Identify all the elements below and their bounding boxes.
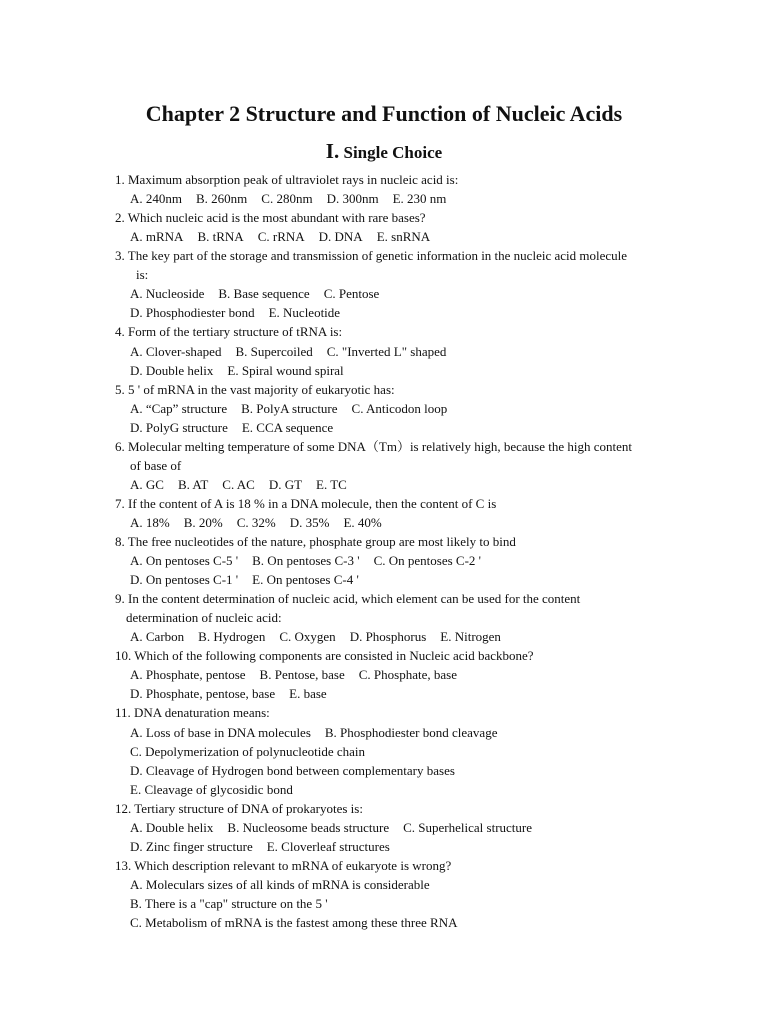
answer-option: B. AT	[177, 476, 209, 492]
answer-option: C. Oxygen	[279, 629, 336, 645]
answer-option: A. Phosphate, pentose	[130, 667, 246, 683]
choice-line: is:	[136, 267, 149, 283]
section-heading	[0, 138, 768, 166]
answer-option: A. 18%	[130, 514, 170, 530]
choice-line	[130, 343, 446, 360]
choice-line: D. Cleavage of Hydrogen bond between complementary bases	[130, 762, 455, 778]
choice-line: C. Metabolism of mRNA is the fastest among these three RNA	[130, 915, 458, 930]
answer-option: D. Double helix	[130, 362, 214, 378]
answer-option: C. AC	[222, 476, 255, 492]
choice-line	[130, 819, 532, 836]
answer-option: A. 240nm	[130, 191, 182, 207]
section-label: Single Choice	[343, 143, 443, 162]
answer-option: B. tRNA	[197, 229, 244, 245]
choice-line: determination of nucleic acid:	[126, 610, 282, 626]
choice-line: A. Moleculars sizes of all kinds of mRNA is considerable	[130, 876, 430, 892]
answer-option: D. Phosphate, pentose, base	[130, 686, 276, 702]
answer-option: A. GC	[130, 476, 164, 492]
answer-option: E. Cloverleaf structures	[266, 838, 390, 854]
choice-line	[130, 285, 379, 302]
choice-line: C. Depolymerization of polynucleotide chain	[130, 743, 366, 759]
answer-option: B. Phosphodiester bond cleavage	[324, 724, 498, 740]
question-text: 7. If the content of A is 18 % in a DNA molecule, then the content of C is	[115, 495, 497, 511]
choice-line	[130, 190, 446, 207]
answer-option: C. Superhelical structure	[403, 819, 533, 835]
question-text: 11. DNA denaturation means:	[115, 705, 270, 721]
choice-line	[130, 514, 382, 531]
question-text: 9. In the content determination of nucleic acid, which element can be used for the content	[115, 591, 581, 607]
answer-option: E. 230 nm	[392, 191, 447, 207]
answer-option: D. Phosphodiester bond	[130, 305, 255, 321]
question-text: 1. Maximum absorption peak of ultraviolet rays in nucleic acid is:	[115, 172, 459, 187]
answer-option: D. 300nm	[326, 191, 379, 207]
answer-option: B. Supercoiled	[235, 343, 313, 359]
answer-option: B. On pentoses C-3 '	[252, 553, 360, 568]
answer-option: A. Nucleoside	[130, 286, 205, 302]
choice-line	[130, 685, 327, 702]
question-text: 2. Which nucleic acid is the most abundant with rare bases?	[115, 210, 426, 226]
answer-option: D. Phosphorus	[349, 629, 427, 645]
answer-option: B. Pentose, base	[259, 667, 345, 683]
choice-line	[130, 304, 340, 321]
choice-line	[130, 666, 457, 683]
answer-option: C. On pentoses C-2 '	[373, 553, 481, 568]
question-text: 3. The key part of the storage and transmission of genetic information in the nucleic acid molecule	[115, 248, 628, 264]
answer-option: D. 35%	[289, 514, 330, 530]
answer-option: C. Pentose	[323, 286, 380, 302]
answer-option: A. “Cap” structure	[130, 400, 228, 416]
choice-line	[130, 400, 447, 417]
answer-option: E. CCA sequence	[241, 419, 334, 435]
answer-option: C. rRNA	[257, 229, 305, 245]
choice-line: of base of	[130, 457, 182, 473]
choice-line	[130, 476, 347, 493]
answer-option: B. 260nm	[196, 191, 248, 207]
question-text: 6. Molecular melting temperature of some DNA（Tm）is relatively high, because the high content	[115, 438, 632, 454]
question-text: 4. Form of the tertiary structure of tRNA is:	[115, 324, 343, 340]
answer-option: C. "Inverted L" shaped	[326, 343, 447, 359]
question-text: 13. Which description relevant to mRNA of eukaryote is wrong?	[115, 857, 452, 873]
answer-option: B. 20%	[183, 514, 223, 530]
answer-option: A. Clover-shaped	[130, 343, 222, 359]
chapter-title: Chapter 2 Structure and Function of Nucleic Acids	[145, 101, 623, 126]
question-text: 10. Which of the following components are consisted in Nucleic acid backbone?	[115, 648, 534, 664]
answer-option: C. Anticodon loop	[351, 400, 448, 416]
answer-option: B. Base sequence	[218, 286, 310, 302]
choice-line	[130, 724, 497, 741]
choice-line	[130, 552, 481, 569]
answer-option: E. On pentoses C-4 '	[252, 572, 359, 587]
choice-line	[130, 571, 359, 588]
answer-option: C. Phosphate, base	[358, 667, 457, 683]
answer-option: A. mRNA	[130, 229, 184, 245]
choice-line	[130, 838, 390, 855]
choice-line: E. Cleavage of glycosidic bond	[130, 781, 293, 797]
answer-option: E. TC	[316, 476, 347, 492]
choice-line	[130, 628, 501, 645]
choice-line: B. There is a "cap" structure on the 5 '	[130, 895, 328, 911]
answer-option: C. 280nm	[261, 191, 313, 207]
answer-option: E. base	[289, 686, 327, 702]
answer-option: B. Hydrogen	[198, 629, 266, 645]
answer-option: A. Double helix	[130, 819, 214, 835]
answer-option: D. PolyG structure	[130, 419, 228, 435]
answer-option: B. PolyA structure	[241, 400, 338, 416]
choice-line	[130, 419, 333, 436]
answer-option: E. snRNA	[376, 229, 431, 245]
answer-option: C. 32%	[236, 514, 276, 530]
answer-option: A. Carbon	[130, 629, 185, 645]
answer-option: E. Nucleotide	[268, 305, 341, 321]
answer-option: E. 40%	[343, 514, 382, 530]
answer-option: E. Nitrogen	[440, 629, 501, 645]
answer-option: A. Loss of base in DNA molecules	[130, 724, 311, 740]
answer-option: D. Zinc finger structure	[130, 838, 253, 854]
answer-option: D. DNA	[318, 229, 363, 245]
choice-line	[130, 362, 344, 379]
section-numeral: I.	[325, 139, 340, 163]
answer-option: D. GT	[268, 476, 303, 492]
question-text: 5. 5 ' of mRNA in the vast majority of eukaryotic has:	[115, 381, 395, 397]
answer-option: B. Nucleosome beads structure	[227, 819, 390, 835]
question-text: 12. Tertiary structure of DNA of prokaryotes is:	[115, 800, 363, 816]
answer-option: A. On pentoses C-5 '	[130, 553, 239, 568]
answer-option: D. On pentoses C-1 '	[130, 572, 239, 587]
question-text: 8. The free nucleotides of the nature, phosphate group are most likely to bind	[115, 534, 516, 549]
answer-option: E. Spiral wound spiral	[227, 362, 344, 378]
choice-line	[130, 228, 430, 245]
